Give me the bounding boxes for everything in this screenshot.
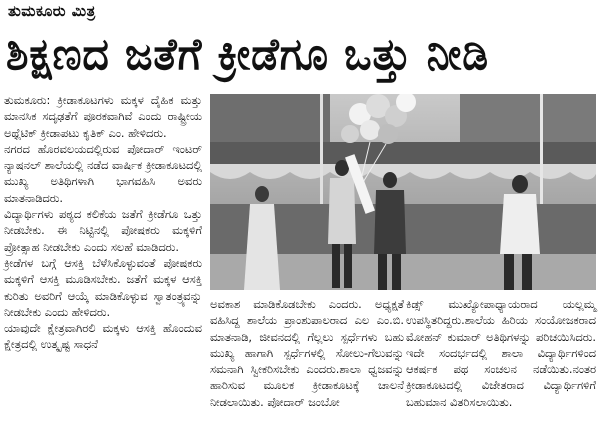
event-photo-graphic: [210, 94, 596, 290]
article-column-left: [4, 92, 202, 353]
right-text: ಕಿಡ್ಸ್ ಮುಖ್ಯೋಪಾಧ್ಯಾಯರಾದ ಯಲ್ಲಮ್ಮ ಉಪಸ್ಥಿತರಿದ್ದರು.ಶಾಲೆಯ ಹಿರಿಯ ಸಂಯೋಜಕರಾದ ಮೋಹನ್ ಕುಮಾರ್ ಅತಿಥಿಗಳನ್ನು ಪರಿಚಯಿಸಿದರು. ಇದೇ ಸಂದರ್ಭದಲ್ಲಿ ಶಾಲಾ ವಿದ್ಯಾರ್ಥಿಗಳಿಂದ ಆಕರ್ಷಕ ಪಥ ಸಂಚಲನ ನಡೆಯಿತು.ನಂತರ ಕ್ರೀಡಾಕೂಟದಲ್ಲಿ ವಿಜೇತರಾದ ವಿದ್ಯಾರ್ಥಿಗಳಿಗೆ ಬಹುಮಾನ ವಿತರಿಸಲಾಯಿತು.: [406, 297, 596, 409]
middle-text: ಅವಕಾಶ ಮಾಡಿಕೊಡಬೇಕು ಎಂದರು. ಅಧ್ಯಕ್ಷತೆ ವಹಿಸಿದ್ದ ಶಾಲೆಯ ಪ್ರಾಂಶುಪಾಲರಾದ ಎಲ ಎಂ.ಬಿ. ಮಾತನಾಡಿ, ಜೀವನದಲ್ಲಿ ಗೆಲ್ಲಲು ಸ್ಪರ್ಧೆಗಳು ಬಹು ಮುಖ್ಯ ಹಾಗಾಗಿ ಸ್ಪರ್ಧೆಗಳಲ್ಲಿ ಸೋಲು-ಗೆಲುವನ್ನು ಸಮನಾಗಿ ಸ್ವೀಕರಿಸಬೇಕು ಎಂದರು.ಶಾಲಾ ಧ್ವಜವನ್ನು ಹಾರಿಸುವ ಮೂಲಕ ಕ್ರೀಡಾಕೂಟಕ್ಕೆ ಚಾಲನೆ ನೀಡಲಾಯಿತು. ಪೋದಾರ್ ಜಂಬೋ: [210, 297, 404, 409]
masthead: ತುಮಕೂರು ಮಿತ್ರ: [8, 2, 96, 20]
event-photo: [210, 94, 596, 290]
left-paragraph: ಕ್ರೀಡೆಗಳ ಬಗ್ಗೆ ಆಸಕ್ತಿ ಬೆಳೆಸಿಕೊಳ್ಳುವಂತೆ ಪೋಷಕರು ಮಕ್ಕಳಿಗೆ ಆಸಕ್ತಿ ಮೂಡಿಸಬೇಕು. ಜತೆಗೆ ಮಕ್ಕಳ ಆಸಕ್ತಿ ಕುರಿತು ಅವರಿಗೆ ಆಯ್ಕೆ ಮಾಡಿಕೊಳ್ಳುವ ಸ್ವಾತಂತ್ರ್ಯವನ್ನು ನೀಡಬೇಕು ಎಂದು ಹೇಳಿದರು.: [4, 255, 202, 319]
left-paragraph: ತುಮಕೂರು: ಕ್ರೀಡಾಕೂಟಗಳು ಮಕ್ಕಳ ದೈಹಿಕ ಮತ್ತು ಮಾನಸಿಕ ಸದೃಢತೆಗೆ ಪೂರಕವಾಗಿವೆ ಎಂದು ರಾಷ್ಟ್ರೀಯ ಅಥ್ಲೆಟಿಕ್ ಕ್ರೀಡಾಪಟು ಕೃತಿಕ್ ಎಂ. ಹೇಳಿದರು.: [4, 93, 202, 140]
article-column-right: [406, 296, 596, 410]
left-paragraph: ಯಾವುದೇ ಕ್ಷೇತ್ರವಾಗಿರಲಿ ಮಕ್ಕಳು ಆಸಕ್ತಿ ಹೊಂದುವ ಕ್ಷೇತ್ರದಲ್ಲಿ ಉತ್ಕೃಷ್ಟ ಸಾಧನೆ: [4, 321, 202, 352]
left-paragraph: ನಗರದ ಹೊರವಲಯದಲ್ಲಿರುವ ಪೋದಾರ್ ಇಂಟರ್ ನ್ಯಾಷನಲ್ ಶಾಲೆಯಲ್ಲಿ ನಡೆದ ವಾರ್ಷಿಕ ಕ್ರೀಡಾಕೂಟದಲ್ಲಿ ಮುಖ್ಯ ಅತಿಥಿಗಳಾಗಿ ಭಾಗವಹಿಸಿ ಅವರು ಮಾತನಾಡಿದರು.: [4, 141, 202, 205]
headline: ಶಿಕ್ಷಣದ ಜತೆಗೆ ಕ್ರೀಡೆಗೂ ಒತ್ತು ನೀಡಿ: [6, 29, 489, 80]
left-paragraph: ವಿದ್ಯಾರ್ಥಿಗಳು ಪಠ್ಯದ ಕಲಿಕೆಯ ಜತೆಗೆ ಕ್ರೀಡೆಗೂ ಒತ್ತು ನೀಡಬೇಕು. ಈ ನಿಟ್ಟಿನಲ್ಲಿ ಪೋಷಕರು ಮಕ್ಕಳಿಗೆ ಪ್ರೋತ್ಸಾಹ ನೀಡಬೇಕು ಎಂದು ಸಲಹೆ ಮಾಡಿದರು.: [4, 207, 202, 254]
article-column-middle: [210, 296, 404, 410]
